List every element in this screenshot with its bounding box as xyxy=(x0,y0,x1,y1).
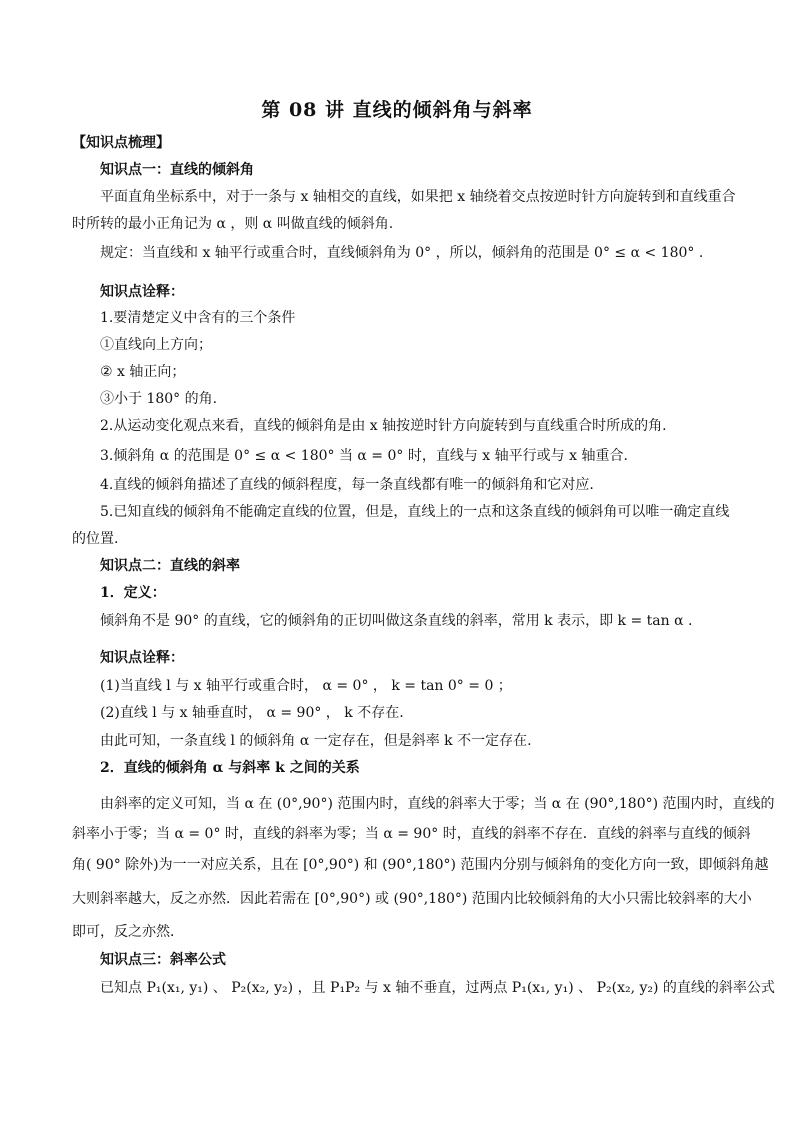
section-heading-summary: 【知识点梳理】 xyxy=(72,135,170,151)
subheading-relation: 2．直线的倾斜角 α 与斜率 k 之间的关系 xyxy=(100,760,360,776)
list-item: ② x 轴正向； xyxy=(100,364,186,380)
subheading-definition: 1．定义： xyxy=(100,585,166,601)
list-item: (1)当直线 l 与 x 轴平行或重合时， α = 0° ， k = tan 0° = 0 ； xyxy=(100,678,512,694)
list-item: 1.要清楚定义中含有的三个条件 xyxy=(100,310,296,326)
page-title: 第 08 讲 直线的倾斜角与斜率 xyxy=(261,99,533,121)
paragraph-line: 平面直角坐标系中，对于一条与 x 轴相交的直线，如果把 x 轴绕着交点按逆时针方向旋转到和直线重合 xyxy=(100,189,736,205)
notes-heading: 知识点诠释： xyxy=(100,284,184,300)
paragraph-line: 的位置. xyxy=(72,531,119,547)
list-item: (2)直线 l 与 x 轴垂直时， α = 90° ， k 不存在. xyxy=(100,705,404,721)
notes-heading: 知识点诠释： xyxy=(100,650,184,666)
paragraph-line: 即可，反之亦然． xyxy=(72,924,184,940)
paragraph-line: 规定：当直线和 x 轴平行或重合时，直线倾斜角为 0° ，所以，倾斜角的范围是 0° ≤ α < 180° . xyxy=(100,245,704,261)
knowledge-point-2-heading: 知识点二：直线的斜率 xyxy=(100,558,240,574)
list-item: 3.倾斜角 α 的范围是 0° ≤ α < 180° 当 α = 0° 时，直线与 x 轴平行或与 x 轴重合. xyxy=(100,448,628,464)
list-item: ①直线向上方向； xyxy=(100,337,212,353)
list-item: 5.已知直线的倾斜角不能确定直线的位置，但是，直线上的一点和这条直线的倾斜角可以唯一确定直线 xyxy=(100,504,730,520)
list-item: ③小于 180° 的角. xyxy=(100,391,218,407)
paragraph-line: 已知点 P₁(x₁, y₁) 、 P₂(x₂, y₂) ，且 P₁P₂ 与 x 轴不垂直，过两点 P₁(x₁, y₁) 、 P₂(x₂, y₂) 的直线的斜率公式 xyxy=(100,980,775,996)
paragraph-line: 角( 90° 除外)为一一对应关系，且在 [0°,90°) 和 (90°,180°) 范围内分别与倾斜角的变化方向一致，即倾斜角越 xyxy=(72,857,769,873)
paragraph-line: 由此可知，一条直线 l 的倾斜角 α 一定存在，但是斜率 k 不一定存在. xyxy=(100,733,532,749)
paragraph-line: 倾斜角不是 90° 的直线，它的倾斜角的正切叫做这条直线的斜率，常用 k 表示，即 k = tan α . xyxy=(100,613,693,629)
list-item: 4.直线的倾斜角描述了直线的倾斜程度，每一条直线都有唯一的倾斜角和它对应. xyxy=(100,477,594,493)
paragraph-line: 大则斜率越大，反之亦然．因此若需在 [0°,90°) 或 (90°,180°) 范围内比较倾斜角的大小只需比较斜率的大小 xyxy=(72,891,752,907)
paragraph-line: 由斜率的定义可知，当 α 在 (0°,90°) 范围内时，直线的斜率大于零；当 α 在 (90°,180°) 范围内时，直线的 xyxy=(100,796,775,812)
paragraph-line: 斜率小于零；当 α = 0° 时，直线的斜率为零；当 α = 90° 时，直线的斜率不存在．直线的斜率与直线的倾斜 xyxy=(72,826,751,842)
paragraph-line: 时所转的最小正角记为 α ，则 α 叫做直线的倾斜角. xyxy=(72,216,394,232)
list-item: 2.从运动变化观点来看，直线的倾斜角是由 x 轴按逆时针方向旋转到与直线重合时所成的角. xyxy=(100,418,667,434)
knowledge-point-1-heading: 知识点一：直线的倾斜角 xyxy=(100,162,254,178)
knowledge-point-3-heading: 知识点三：斜率公式 xyxy=(100,952,226,968)
